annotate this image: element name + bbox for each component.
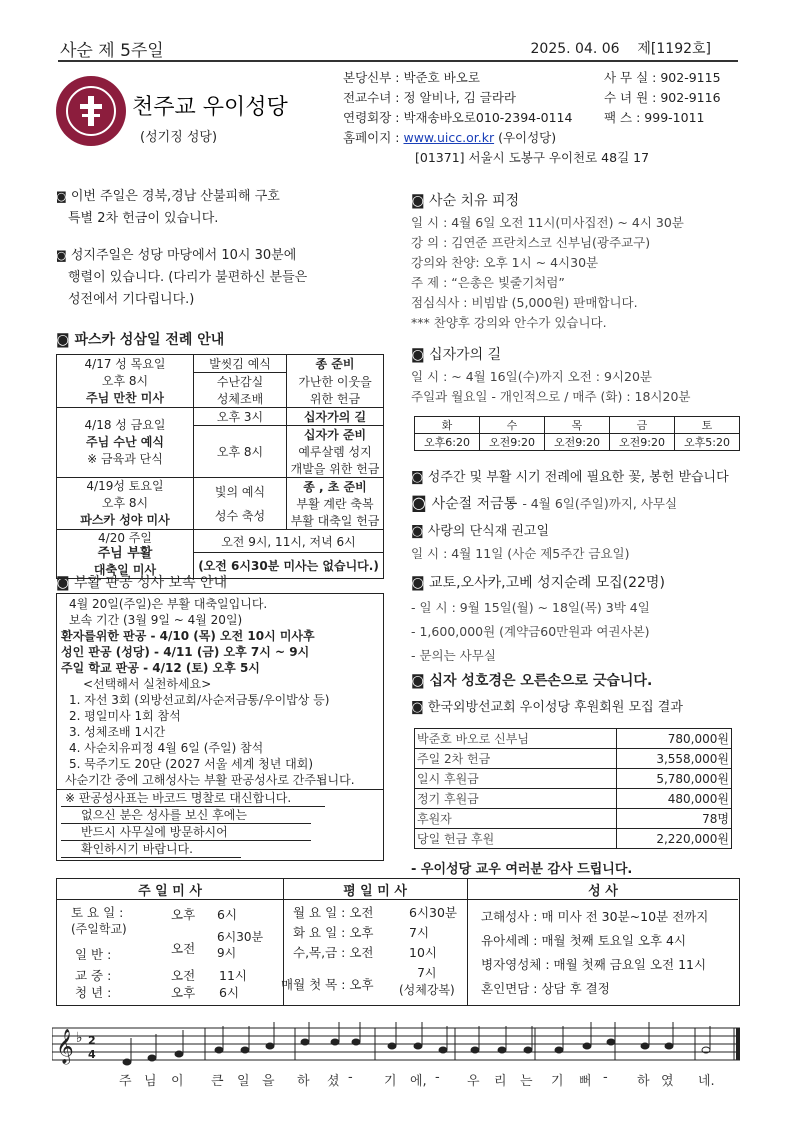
nun-label: 수 녀 원 : bbox=[604, 90, 657, 105]
lyric-syllable: 하 bbox=[297, 1074, 310, 1089]
savings-notice bbox=[411, 493, 677, 514]
notice-2-line-1: 성지주일은 성당 마당에서 10시 30분에 bbox=[70, 248, 297, 263]
donation-amount-3: 480,000원 bbox=[617, 789, 732, 809]
sun-general-label: 일 반 : bbox=[75, 947, 112, 962]
note-head bbox=[175, 1051, 183, 1057]
pilgrim-line-1: - 일 시 : 9월 15일(월) ~ 18일(목) 3박 4일 bbox=[411, 600, 650, 615]
lyric-syllable: 님 bbox=[144, 1074, 157, 1089]
sun-edu-ampm: 오전 bbox=[171, 968, 196, 983]
note-head bbox=[641, 1043, 649, 1049]
weekday-mon-label: 월 요 일 : 오전 bbox=[293, 905, 374, 920]
lyric-syllable: 큰 bbox=[211, 1074, 224, 1089]
sun-sat-hour: 6시 bbox=[217, 907, 238, 922]
lyric-syllable: - bbox=[603, 1070, 608, 1085]
p-r1-rite3: 성체조배 bbox=[194, 390, 287, 408]
note-head bbox=[439, 1047, 447, 1053]
retreat-body bbox=[411, 213, 741, 333]
bullet-icon: ◙ bbox=[411, 673, 425, 689]
sisters: 정 알비나, 김 글라라 bbox=[403, 90, 516, 105]
homepage-label: 홈페이지 : bbox=[343, 130, 400, 145]
sign-notice bbox=[411, 670, 652, 690]
pascha-table bbox=[56, 354, 384, 579]
lyric-syllable: 셨 bbox=[327, 1074, 340, 1089]
note-head bbox=[555, 1047, 563, 1053]
p-r2-rite1: 십자가의 길 bbox=[287, 408, 384, 426]
p-r1-note1: 가난한 이웃을 bbox=[287, 373, 384, 391]
lyric-syllable: 기 bbox=[384, 1074, 397, 1089]
p-r2-name: 주님 수난 예식 bbox=[86, 435, 164, 449]
p-r3-prep: 종 , 초 준비 bbox=[287, 478, 384, 496]
p-r3-rite2: 성수 축성 bbox=[214, 508, 266, 523]
weekday-mon-hour: 6시30분 bbox=[409, 905, 458, 920]
p-r2-note2: 개발을 위한 헌금 bbox=[287, 460, 384, 478]
easter-line-3: 성인 판공 (성당) - 4/11 (금) 오후 7시 ~ 9시 bbox=[61, 645, 310, 659]
sun-sat-label: 토 요 일 : bbox=[71, 905, 124, 920]
bullet-icon: ◙ bbox=[56, 575, 70, 591]
note-head bbox=[352, 1039, 360, 1045]
lyric-syllable: 는 bbox=[520, 1074, 533, 1089]
p-r1-day: 4/17 성 목요일 bbox=[84, 356, 166, 371]
note-head bbox=[301, 1039, 309, 1045]
address: [01371] 서울시 도봉구 우이천로 48길 17 bbox=[415, 150, 650, 165]
pilgrim-line-3: - 문의는 사무실 bbox=[411, 648, 496, 663]
cross-time-0: 오후6:20 bbox=[415, 434, 480, 451]
easter-line-7: 2. 평일미사 1회 참석 bbox=[69, 709, 181, 723]
flat-icon: ♭ bbox=[76, 1030, 83, 1046]
sign-text: 십자 성호경은 오른손으로 긋습니다. bbox=[429, 673, 653, 689]
lyric-syllable: 에, bbox=[410, 1074, 427, 1089]
music-staff bbox=[52, 1022, 742, 1072]
easter-box bbox=[56, 593, 384, 861]
sun-general-ampm: 오전 bbox=[171, 941, 196, 956]
nun-phone: 902-9116 bbox=[660, 90, 721, 105]
p-r4-name2: 대축일 미사 bbox=[93, 563, 157, 577]
sun-youth-label: 청 년 : bbox=[75, 985, 112, 1000]
bullet-icon: ◙ bbox=[411, 575, 425, 591]
weekday-thu-hour: 7시 bbox=[417, 966, 437, 980]
lyric-syllable: 네. bbox=[698, 1074, 715, 1089]
p-r3-time: 오후 8시 bbox=[101, 496, 149, 510]
retreat-line-5: 점심식사 : 비빔밥 (5,000원) 판매합니다. bbox=[411, 295, 638, 310]
p-r3-note2: 부활 대축일 헌금 bbox=[287, 512, 384, 530]
p-r2-note1: 예루살렘 성지 bbox=[287, 443, 384, 460]
cross-body bbox=[411, 367, 751, 407]
sun-edu-label: 교 중 : bbox=[75, 968, 112, 983]
cross-day-0: 화 bbox=[415, 417, 480, 434]
weekday-tue-hour: 7시 bbox=[409, 925, 430, 940]
easter-line-15: 확인하시기 바랍니다. bbox=[61, 841, 241, 858]
contact-right bbox=[604, 68, 721, 128]
bullet-icon: ◙ bbox=[56, 249, 67, 262]
sacrament-title: 성 사 bbox=[588, 884, 618, 899]
chair-label: 연령회장 : bbox=[343, 110, 400, 125]
cross-title-text: 십자가의 길 bbox=[429, 347, 502, 363]
note-head bbox=[583, 1043, 591, 1049]
p-r4-times: 오전 9시, 11시, 저녁 6시 bbox=[194, 530, 384, 553]
church-logo-icon bbox=[56, 76, 126, 146]
bullet-icon: ◙ bbox=[411, 700, 424, 715]
lyrics bbox=[52, 1070, 742, 1090]
notice-1-line-1: 이번 주일은 경북,경남 산불피해 구호 bbox=[70, 189, 280, 204]
p-r2-time1: 오후 3시 bbox=[194, 408, 287, 426]
donation-table bbox=[414, 728, 732, 849]
issue-date bbox=[531, 38, 711, 58]
retreat-line-3: 강의와 찬양: 오후 1시 ~ 4시30분 bbox=[411, 255, 599, 270]
mission-title-text: 한국외방선교회 우이성당 후원회원 모집 결과 bbox=[427, 700, 683, 715]
header-rule bbox=[58, 60, 738, 62]
issue-number: 제[1192호] bbox=[637, 41, 711, 57]
lyric-syllable: - bbox=[348, 1070, 353, 1085]
mass-schedule bbox=[56, 878, 740, 1006]
easter-line-4: 주일 학교 판공 - 4/12 (토) 오후 5시 bbox=[61, 661, 260, 675]
note-head bbox=[665, 1043, 673, 1049]
fax-label: 팩 스 : bbox=[604, 110, 641, 125]
savings-detail: - 4월 6일(주일)까지, 사무실 bbox=[522, 496, 678, 511]
cross-day-3: 금 bbox=[610, 417, 675, 434]
cross-time-2: 오전9:20 bbox=[545, 434, 610, 451]
treble-clef-icon: 𝄞 bbox=[56, 1029, 74, 1064]
note-head bbox=[241, 1047, 249, 1053]
note-head bbox=[266, 1043, 274, 1049]
sun-general-hour-1: 6시30분 bbox=[217, 930, 264, 944]
easter-line-1: 보속 기간 (3월 9일 ~ 4월 20일) bbox=[69, 613, 243, 627]
weekday-thu-label: 매월 첫 목 : 오후 bbox=[281, 977, 374, 992]
note-head bbox=[607, 1039, 615, 1045]
note-head bbox=[148, 1055, 156, 1061]
easter-line-12: ※ 판공성사표는 바코드 명찰로 대신합니다. bbox=[61, 790, 325, 807]
week-title: 사순 제 5주일 bbox=[60, 41, 164, 61]
note-head bbox=[471, 1047, 479, 1053]
retreat-title bbox=[411, 190, 519, 210]
p-r1-name: 주님 만찬 미사 bbox=[86, 390, 164, 405]
easter-line-2: 환자를위한 판공 - 4/10 (목) 오전 10시 미사후 bbox=[61, 629, 315, 643]
donation-name-4: 후원자 bbox=[415, 809, 617, 829]
sun-sat-note: (주일학교) bbox=[71, 922, 127, 936]
easter-line-14: 반드시 사무실에 방문하시어 bbox=[61, 824, 311, 841]
weekday-thu-note: (성체강복) bbox=[399, 983, 455, 997]
office-phone: 902-9115 bbox=[660, 70, 721, 85]
sun-edu-youth-labels bbox=[75, 967, 111, 1001]
cross-time-3: 오전9:20 bbox=[610, 434, 675, 451]
weekday-mass-title: 평 일 미 사 bbox=[343, 884, 407, 899]
p-r2-time2: 오후 8시 bbox=[194, 426, 287, 478]
sisters-label: 전교수녀 : bbox=[343, 90, 400, 105]
pilgrim-title bbox=[411, 572, 665, 592]
sun-edu-youth-hours bbox=[219, 967, 247, 1001]
note-head bbox=[388, 1043, 396, 1049]
time-sig-bottom: 4 bbox=[88, 1048, 96, 1061]
lyric-syllable: - bbox=[435, 1070, 440, 1085]
bullet-icon: ◙ bbox=[411, 347, 425, 363]
easter-line-13: 없으신 분은 성사를 보신 후에는 bbox=[61, 807, 311, 824]
homepage-note: (우이성당) bbox=[498, 130, 557, 145]
sun-youth-ampm: 오후 bbox=[171, 985, 196, 1000]
pilgrim-line-2: - 1,600,000원 (계약금60만원과 여권사본) bbox=[411, 624, 650, 639]
church-name: 천주교 우이성당 bbox=[132, 95, 288, 120]
easter-title-text: 부활 판공 성사 보속 안내 bbox=[74, 575, 228, 591]
lyric-syllable: 기 bbox=[551, 1074, 564, 1089]
flowers-text: 성주간 및 부활 시기 전례에 필요한 꽃, 봉헌 받습니다 bbox=[427, 470, 729, 485]
weekday-thu-hours bbox=[399, 965, 455, 999]
donation-amount-5: 2,220,000원 bbox=[617, 829, 732, 849]
sunday-mass-title: 주 일 미 사 bbox=[138, 884, 202, 899]
cross-line-1: 일 시 : ~ 4월 16일(수)까지 오전 : 9시20분 bbox=[411, 369, 652, 384]
bullet-icon: ◙ bbox=[56, 332, 70, 348]
note-head bbox=[414, 1043, 422, 1049]
notice-1-line-2: 특별 2차 헌금이 있습니다. bbox=[68, 211, 219, 226]
notice-1 bbox=[56, 186, 386, 230]
easter-line-11: 사순기간 중에 고해성사는 부활 판공성사로 간주됩니다. bbox=[57, 772, 383, 790]
retreat-title-text: 사순 치유 피정 bbox=[429, 193, 520, 209]
lyric-syllable: 우 bbox=[467, 1074, 480, 1089]
easter-line-8: 3. 성체조배 1시간 bbox=[69, 725, 166, 739]
donation-name-3: 정기 후원금 bbox=[415, 789, 617, 809]
note-head bbox=[215, 1047, 223, 1053]
chair: 박재송바오로010-2394-0114 bbox=[403, 110, 573, 125]
sacrament-sick: 병자영성체 : 매월 첫째 금요일 오전 11시 bbox=[481, 957, 707, 972]
mission-title bbox=[411, 696, 683, 715]
cross-day-4: 토 bbox=[675, 417, 740, 434]
p-r1-note2: 위한 헌금 bbox=[287, 390, 384, 408]
bullet-icon: ◙ bbox=[411, 524, 424, 539]
sun-sat-ampm: 오후 bbox=[171, 907, 196, 922]
weekday-wed-hour: 10시 bbox=[409, 945, 437, 960]
p-r2-note: ※ 금육과 단식 bbox=[87, 452, 163, 466]
p-r4-note: (오전 6시30분 미사는 없습니다.) bbox=[194, 553, 384, 579]
note-head bbox=[498, 1047, 506, 1053]
easter-line-5: <선택해서 실천하세요> bbox=[83, 677, 212, 691]
easter-line-6: 1. 자선 3회 (외방선교회/사순저금통/우이밥상 등) bbox=[69, 693, 330, 707]
p-r3-day: 4/19성 토요일 bbox=[86, 479, 164, 493]
weekday-labels bbox=[293, 903, 373, 963]
sun-general-hours bbox=[217, 929, 263, 961]
lyric-syllable: 뻐 bbox=[579, 1074, 592, 1089]
donation-amount-4: 78명 bbox=[617, 809, 732, 829]
note-head bbox=[123, 1059, 131, 1065]
p-r1-time: 오후 8시 bbox=[101, 373, 149, 388]
bullet-icon: ◙ bbox=[56, 190, 67, 203]
p-r4-day: 4/20 주일 bbox=[98, 531, 152, 545]
time-sig-top: 2 bbox=[88, 1034, 96, 1047]
retreat-line-2: 강 의 : 김연준 프란치스코 신부님(광주교구) bbox=[411, 235, 651, 250]
easter-line-10: 5. 묵주기도 20단 (2027 서울 세계 청년 대회) bbox=[69, 757, 314, 771]
sacrament-confession: 고해성사 : 매 미사 전 30분~10분 전까지 bbox=[481, 909, 709, 924]
p-r3-rite1: 빛의 예식 bbox=[214, 484, 266, 499]
lyric-syllable: 리 bbox=[494, 1074, 507, 1089]
sun-general-hour-2: 9시 bbox=[217, 946, 237, 960]
fax-number: 999-1011 bbox=[644, 110, 705, 125]
sacrament-baptism: 유아세례 : 매월 첫째 토요일 오후 4시 bbox=[481, 933, 687, 948]
retreat-line-4: 주 제 : “은총은 빛줄기처럼” bbox=[411, 275, 565, 290]
lyric-syllable: 였 bbox=[661, 1074, 674, 1089]
notice-2-line-3: 성전에서 기다립니다.) bbox=[68, 292, 195, 307]
pilgrim-title-text: 교토,오사카,고베 성지순례 모집(22명) bbox=[429, 575, 665, 591]
p-r3-note1: 부활 계란 축복 bbox=[287, 495, 384, 512]
note-head bbox=[331, 1039, 339, 1045]
donation-amount-1: 3,558,000원 bbox=[617, 749, 732, 769]
love-title bbox=[411, 520, 549, 539]
sacrament-marriage: 혼인면담 : 상담 후 결정 bbox=[481, 981, 610, 996]
homepage-link[interactable]: www.uicc.or.kr bbox=[403, 130, 495, 145]
pascha-title bbox=[56, 329, 224, 349]
easter-line-0: 4월 20일(주일)은 부활 대축일입니다. bbox=[69, 597, 268, 611]
cross-time-1: 오전9:20 bbox=[480, 434, 545, 451]
cross-table bbox=[414, 416, 740, 451]
lyric-syllable: 일 bbox=[237, 1074, 250, 1089]
p-r2-day: 4/18 성 금요일 bbox=[84, 418, 166, 432]
note-head bbox=[524, 1047, 532, 1053]
bullet-icon: ◙ bbox=[411, 470, 424, 485]
cross-time-4: 오후5:20 bbox=[675, 434, 740, 451]
flowers-notice bbox=[411, 466, 729, 485]
easter-line-9: 4. 사순치유피정 4월 6일 (주일) 참석 bbox=[69, 741, 264, 755]
sun-youth-hour: 6시 bbox=[219, 985, 240, 1000]
pastor: 박준호 바오로 bbox=[403, 70, 480, 85]
lyric-syllable: 하 bbox=[637, 1074, 650, 1089]
cross-day-1: 수 bbox=[480, 417, 545, 434]
donation-name-1: 주일 2차 헌금 bbox=[415, 749, 617, 769]
bullet-icon: ◙ bbox=[411, 193, 425, 209]
lyric-syllable: 주 bbox=[119, 1074, 132, 1089]
pascha-title-text: 파스카 성삼일 전례 안내 bbox=[74, 332, 225, 348]
p-r2-prep: 십자가 준비 bbox=[287, 426, 384, 444]
love-title-text: 사랑의 단식재 권고일 bbox=[427, 524, 550, 539]
lyric-syllable: 을 bbox=[262, 1074, 275, 1089]
weekday-tue-label: 화 요 일 : 오후 bbox=[293, 925, 374, 940]
office-label: 사 무 실 : bbox=[604, 70, 657, 85]
donation-name-0: 박준호 바오로 신부님 bbox=[415, 729, 617, 749]
donation-name-2: 일시 후원금 bbox=[415, 769, 617, 789]
date: 2025. 04. 06 bbox=[530, 41, 620, 57]
p-r1-rite1: 발씻김 예식 bbox=[194, 355, 287, 373]
retreat-line-6: *** 찬양후 강의와 안수가 있습니다. bbox=[411, 315, 607, 330]
retreat-line-1: 일 시 : 4월 6일 오전 11시(미사집전) ~ 4시 30분 bbox=[411, 215, 684, 230]
thanks-note: - 우이성당 교우 여러분 감사 드립니다. bbox=[411, 862, 633, 877]
notice-2-line-2: 행렬이 있습니다. (다리가 불편하신 분들은 bbox=[68, 270, 308, 285]
easter-title bbox=[56, 572, 227, 592]
donation-amount-0: 780,000원 bbox=[617, 729, 732, 749]
sacrament-list bbox=[481, 905, 708, 1001]
p-r1-prep: 종 준비 bbox=[287, 355, 384, 373]
love-detail: 일 시 : 4월 11일 (사순 제5주간 금요일) bbox=[411, 546, 630, 561]
p-r4-name: 주님 부활 bbox=[97, 546, 153, 561]
pilgrim-body bbox=[411, 596, 650, 668]
cross-line-2: 주일과 월요일 - 개인적으로 / 매주 (화) : 18시20분 bbox=[411, 389, 691, 404]
sun-edu-youth-ampm bbox=[171, 967, 195, 1001]
savings-title: 사순절 저금통 bbox=[431, 496, 518, 512]
donation-name-5: 당일 헌금 후원 bbox=[415, 829, 617, 849]
weekday-wed-label: 수,목,금 : 오전 bbox=[293, 945, 374, 960]
cross-title bbox=[411, 344, 501, 364]
sun-edu-hour: 11시 bbox=[219, 968, 247, 983]
church-subtitle: (성기징 성당) bbox=[140, 130, 218, 145]
sun-sat bbox=[71, 905, 127, 937]
p-r3-name: 파스카 성야 미사 bbox=[80, 513, 170, 527]
pastor-label: 본당신부 : bbox=[343, 70, 400, 85]
bullet-icon: ◙ bbox=[411, 493, 427, 512]
donation-amount-2: 5,780,000원 bbox=[617, 769, 732, 789]
lyric-syllable: 이 bbox=[171, 1074, 184, 1089]
weekday-hours bbox=[409, 903, 457, 963]
p-r1-rite2: 수난감실 bbox=[194, 373, 287, 391]
cross-day-2: 목 bbox=[545, 417, 610, 434]
notice-2 bbox=[56, 245, 386, 311]
